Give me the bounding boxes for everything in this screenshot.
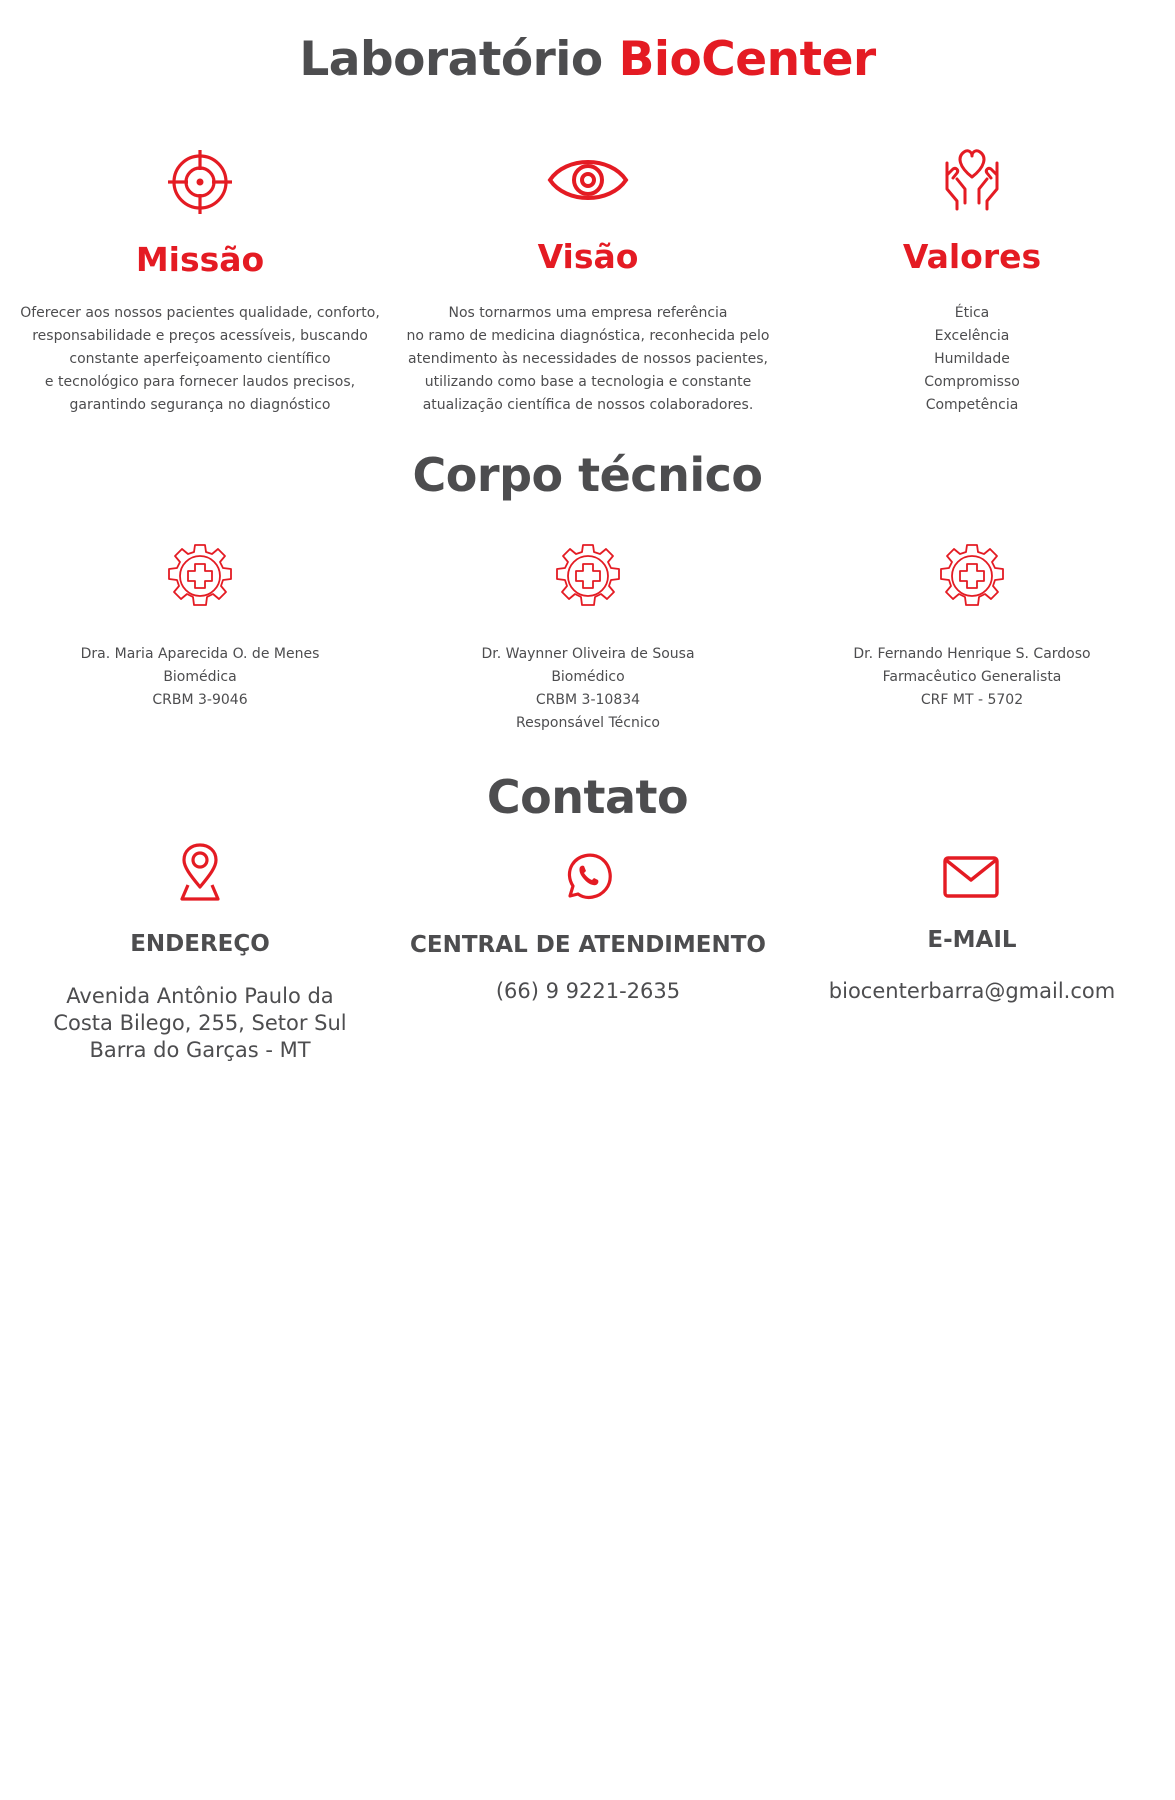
medical-gear-icon: [165, 543, 235, 613]
staff-role: Biomédica: [163, 669, 237, 685]
eye-icon: [546, 150, 630, 210]
mission-text: [0, 302, 400, 417]
values-line: Excelência: [934, 328, 1010, 344]
staff-registration: CRBM 3-9046: [152, 692, 248, 708]
address-line: Avenida Antônio Paulo da: [66, 984, 334, 1008]
phone-label: CENTRAL DE ATENDIMENTO: [410, 932, 766, 958]
pillar-vision: [388, 150, 788, 420]
address-value: [0, 983, 400, 1064]
values-line: Compromisso: [924, 374, 1020, 390]
page-title-brand: BioCenter: [618, 32, 876, 87]
whatsapp-icon: [562, 850, 614, 902]
mission-line: garantindo segurança no diagnóstico: [69, 397, 331, 413]
phone-value[interactable]: [388, 978, 788, 1005]
page-title: [0, 32, 1175, 87]
staff-role: Farmacêutico Generalista: [882, 669, 1062, 685]
staff-registration: CRF MT - 5702: [920, 692, 1024, 708]
staff-registration: CRBM 3-10834: [535, 692, 641, 708]
values-line: Competência: [925, 397, 1019, 413]
medical-gear-icon: [553, 543, 623, 613]
pillar-values: [772, 145, 1172, 420]
phone-number[interactable]: (66) 9 9221-2635: [495, 979, 681, 1003]
values-line: Humildade: [934, 351, 1010, 367]
vision-line: atendimento às necessidades de nossos pacientes,: [408, 351, 768, 367]
vision-title: Visão: [537, 237, 639, 276]
hands-heart-icon: [939, 145, 1005, 211]
email-value[interactable]: [772, 978, 1172, 1005]
location-pin-icon: [178, 843, 222, 903]
staff-member: [0, 543, 400, 743]
staff-responsibility: Responsável Técnico: [516, 715, 660, 731]
contact-email: [772, 855, 1172, 1055]
staff-name: Dr. Waynner Oliveira de Sousa: [481, 646, 695, 662]
staff-name: Dr. Fernando Henrique S. Cardoso: [853, 646, 1091, 662]
staff-member: [388, 543, 788, 743]
values-text: [772, 302, 1172, 417]
mission-line: responsabilidade e preços acessíveis, buscando: [32, 328, 368, 344]
contact-section-title: Contato: [486, 770, 689, 824]
vision-line: no ramo de medicina diagnóstica, reconhecida pelo: [406, 328, 770, 344]
vision-line: Nos tornarmos uma empresa referência: [448, 305, 728, 321]
staff-section-title: Corpo técnico: [412, 448, 763, 502]
mission-title: Missão: [135, 240, 265, 279]
staff-name: Dra. Maria Aparecida O. de Menes: [80, 646, 320, 662]
email-label: E-MAIL: [927, 927, 1017, 953]
staff-info: [388, 643, 788, 735]
vision-line: utilizando como base a tecnologia e constante: [424, 374, 752, 390]
staff-info: [0, 643, 400, 712]
staff-member: [772, 543, 1172, 743]
staff-info: [772, 643, 1172, 712]
pillar-mission: [0, 150, 400, 420]
target-icon: [168, 150, 232, 214]
values-title: Valores: [902, 237, 1042, 276]
address-label: ENDEREÇO: [130, 931, 270, 957]
page-title-lab: Laboratório: [299, 32, 619, 87]
contact-phone: [388, 850, 788, 1050]
mission-line: e tecnológico para fornecer laudos precisos,: [44, 374, 356, 390]
contact-address: [0, 843, 400, 1073]
email-address[interactable]: biocenterbarra@gmail.com: [828, 979, 1116, 1003]
vision-line: atualização científica de nossos colaboradores.: [422, 397, 754, 413]
mission-line: constante aperfeiçoamento científico: [69, 351, 331, 367]
envelope-icon: [942, 855, 1000, 899]
staff-role: Biomédico: [551, 669, 625, 685]
medical-gear-icon: [937, 543, 1007, 613]
values-line: Ética: [954, 305, 990, 321]
address-line: Barra do Garças - MT: [89, 1038, 311, 1062]
address-line: Costa Bilego, 255, Setor Sul: [53, 1011, 347, 1035]
vision-text: [388, 302, 788, 417]
mission-line: Oferecer aos nossos pacientes qualidade, conforto,: [20, 305, 380, 321]
